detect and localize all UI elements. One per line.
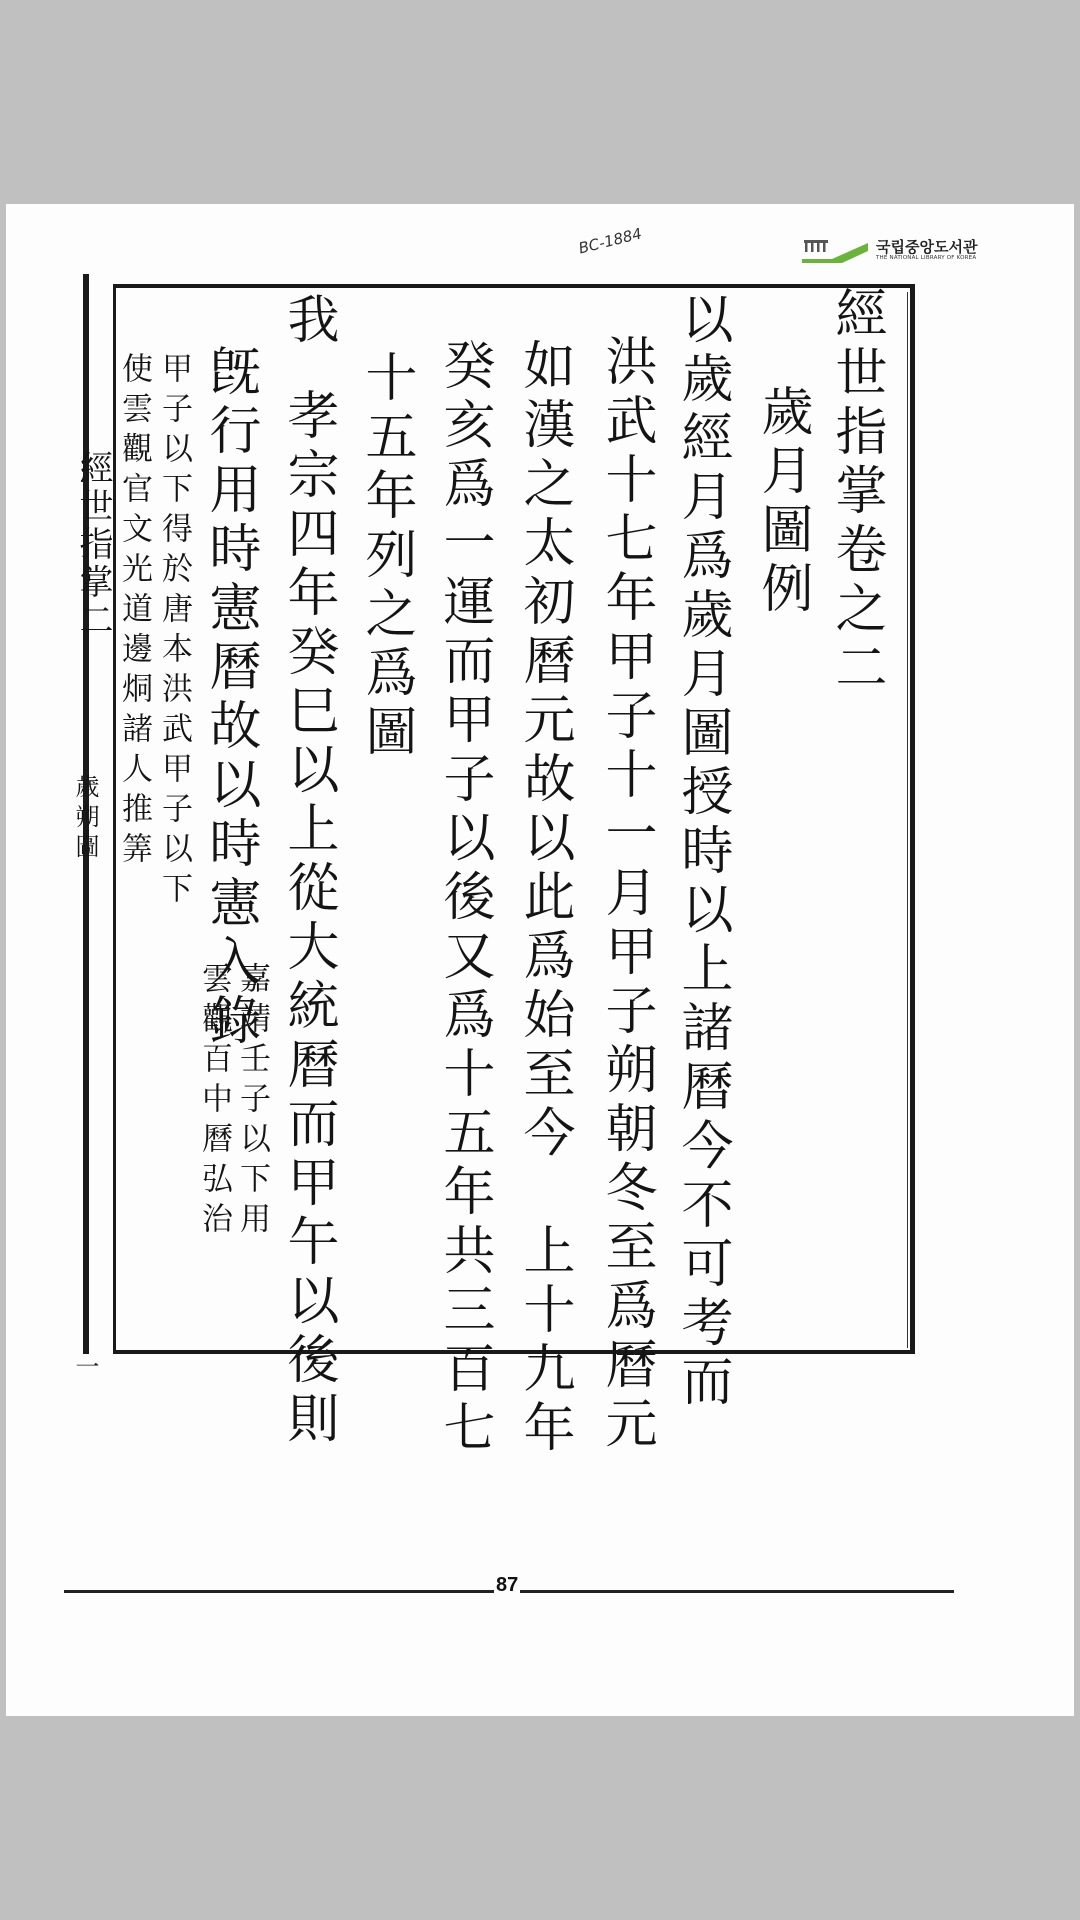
library-name-korean: 국립중앙도서관 (876, 238, 978, 256)
library-logo-icon (802, 237, 868, 263)
text-column-7: 十五年列之爲圖 (356, 350, 416, 763)
note-column-2: 雲觀百中曆弘治 (196, 962, 232, 1242)
text-column-10: 旣行用時憲曆故以時憲入錄 (200, 344, 260, 1052)
note-column-3: 甲子以下得於唐本洪武甲子以下 (156, 352, 192, 912)
scanned-page (6, 204, 1074, 1716)
text-column-4: 洪武十七年甲子十一月甲子朔朝冬至爲曆元 (596, 334, 656, 1455)
text-column-5: 如漢之太初曆元故以此爲始至今 上十九年 (514, 338, 574, 1459)
text-column-9: 孝宗四年癸巳以上從大統曆而甲午以後則 (278, 388, 338, 1450)
library-logo (802, 237, 992, 265)
text-column-2: 歲月圖例 (752, 384, 812, 620)
page-number: 87 (496, 1574, 519, 1596)
text-column-6: 癸亥爲一運而甲子以後又爲十五年共三百七 (434, 338, 494, 1459)
margin-title: 經世指掌二 (73, 450, 113, 640)
margin-section: 歲朔圖 (71, 774, 99, 864)
note-column-4: 使雲觀官文光道邊烔諸人推筭 (116, 352, 152, 872)
text-column-8: 我 (278, 292, 338, 351)
text-column-1: 經世指掌卷之二 (826, 286, 886, 699)
margin-mark: 一 (71, 1354, 99, 1384)
handwritten-call-number: BC-1884 (576, 224, 644, 258)
library-name-english: THE NATIONAL LIBRARY OF KOREA (876, 255, 977, 261)
text-column-3: 以歲經月爲歲月圖授時以上諸曆今不可考而 (672, 292, 732, 1413)
note-column-1: 嘉靖壬子以下用 (234, 962, 270, 1242)
